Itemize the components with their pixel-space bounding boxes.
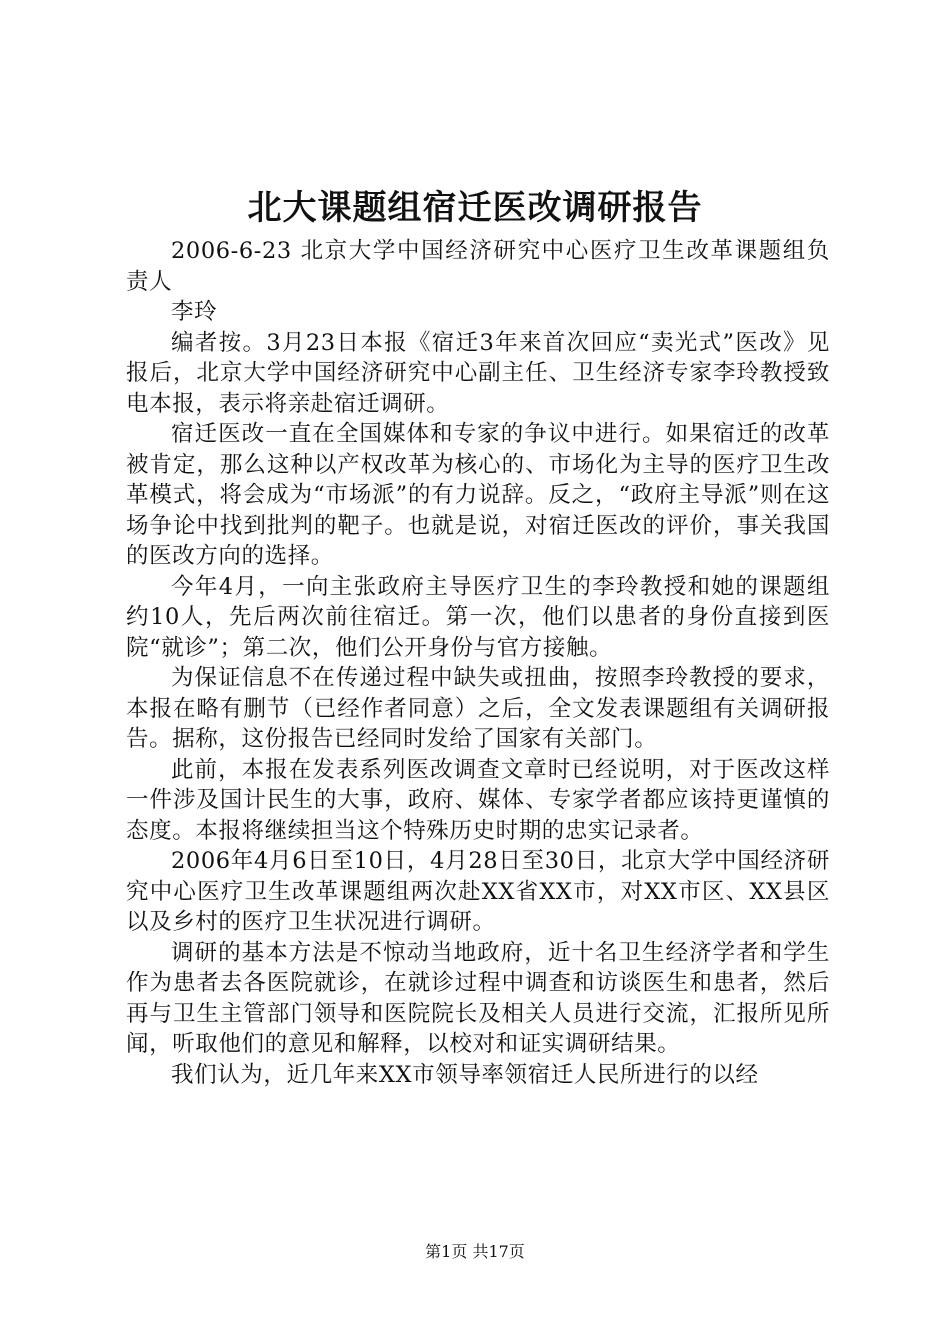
paragraph-research-method: 调研的基本方法是不惊动当地政府，近十名卫生经济学者和学生作为患者去各医院就诊，在就诊过程中调查和访谈医生和患者，然后再与卫生主管部门领导和医院院长及相关人员进行交流，汇报所见所闻，听取他们的意见和解释，以校对和证实调研结果。 [126, 939, 830, 1057]
paragraph-prior-statement: 此前，本报在发表系列医改调查文章时已经说明，对于医改这样一件涉及国计民生的大事，政府、媒体、专家学者都应该持更谨慎的态度。本报将继续担当这个特殊历史时期的忠实记录者。 [126, 756, 830, 844]
paragraph-date-author: 2006-6-23 北京大学中国经济研究中心医疗卫生改革课题组负责人 [126, 238, 830, 295]
paragraph-controversy: 宿迁医改一直在全国媒体和专家的争议中进行。如果宿迁的改革被肯定，那么这种以产权改革为核心的、市场化为主导的医疗卫生改革模式，将会成为“市场派”的有力说辞。反之，“政府主导派”则在这场争论中找到批判的靶子。也就是说，对宿迁医改的评价，事关我国的医改方向的选择。 [126, 421, 830, 569]
document-title: 北大课题组宿迁医改调研报告 [247, 188, 703, 228]
paragraph-research-dates: 2006年4月6日至10日，4月28日至30日，北京大学中国经济研究中心医疗卫生改革课题组两次赴XX省XX市，对XX市区、XX县区以及乡村的医疗卫生状况进行调研。 [126, 848, 830, 935]
paragraph-april-visits: 今年4月，一向主张政府主导医疗卫生的李玲教授和她的课题组约10人，先后两次前往宿迁。第一次，他们以患者的身份直接到医院“就诊”；第二次，他们公开身份与官方接触。 [126, 573, 830, 661]
paragraph-author-name: 李玲 [171, 299, 218, 325]
paragraph-publication: 为保证信息不在传递过程中缺失或扭曲，按照李玲教授的要求，本报在略有删节（已经作者同意）之后，全文发表课题组有关调研报告。据称，这份报告已经同时发给了国家有关部门。 [126, 665, 830, 752]
document-body [126, 236, 830, 1090]
paragraph-conclusion-start: 我们认为，近几年来XX市领导率领宿迁人民所进行的以经 [171, 1061, 759, 1088]
page-footer: 第1页 共17页 [425, 1242, 525, 1261]
paragraph-editor-note: 编者按。3月23日本报《宿迁3年来首次回应“卖光式”医改》见报后，北京大学中国经济研究中心副主任、卫生经济专家李玲教授致电本报，表示将亲赴宿迁调研。 [126, 329, 830, 417]
